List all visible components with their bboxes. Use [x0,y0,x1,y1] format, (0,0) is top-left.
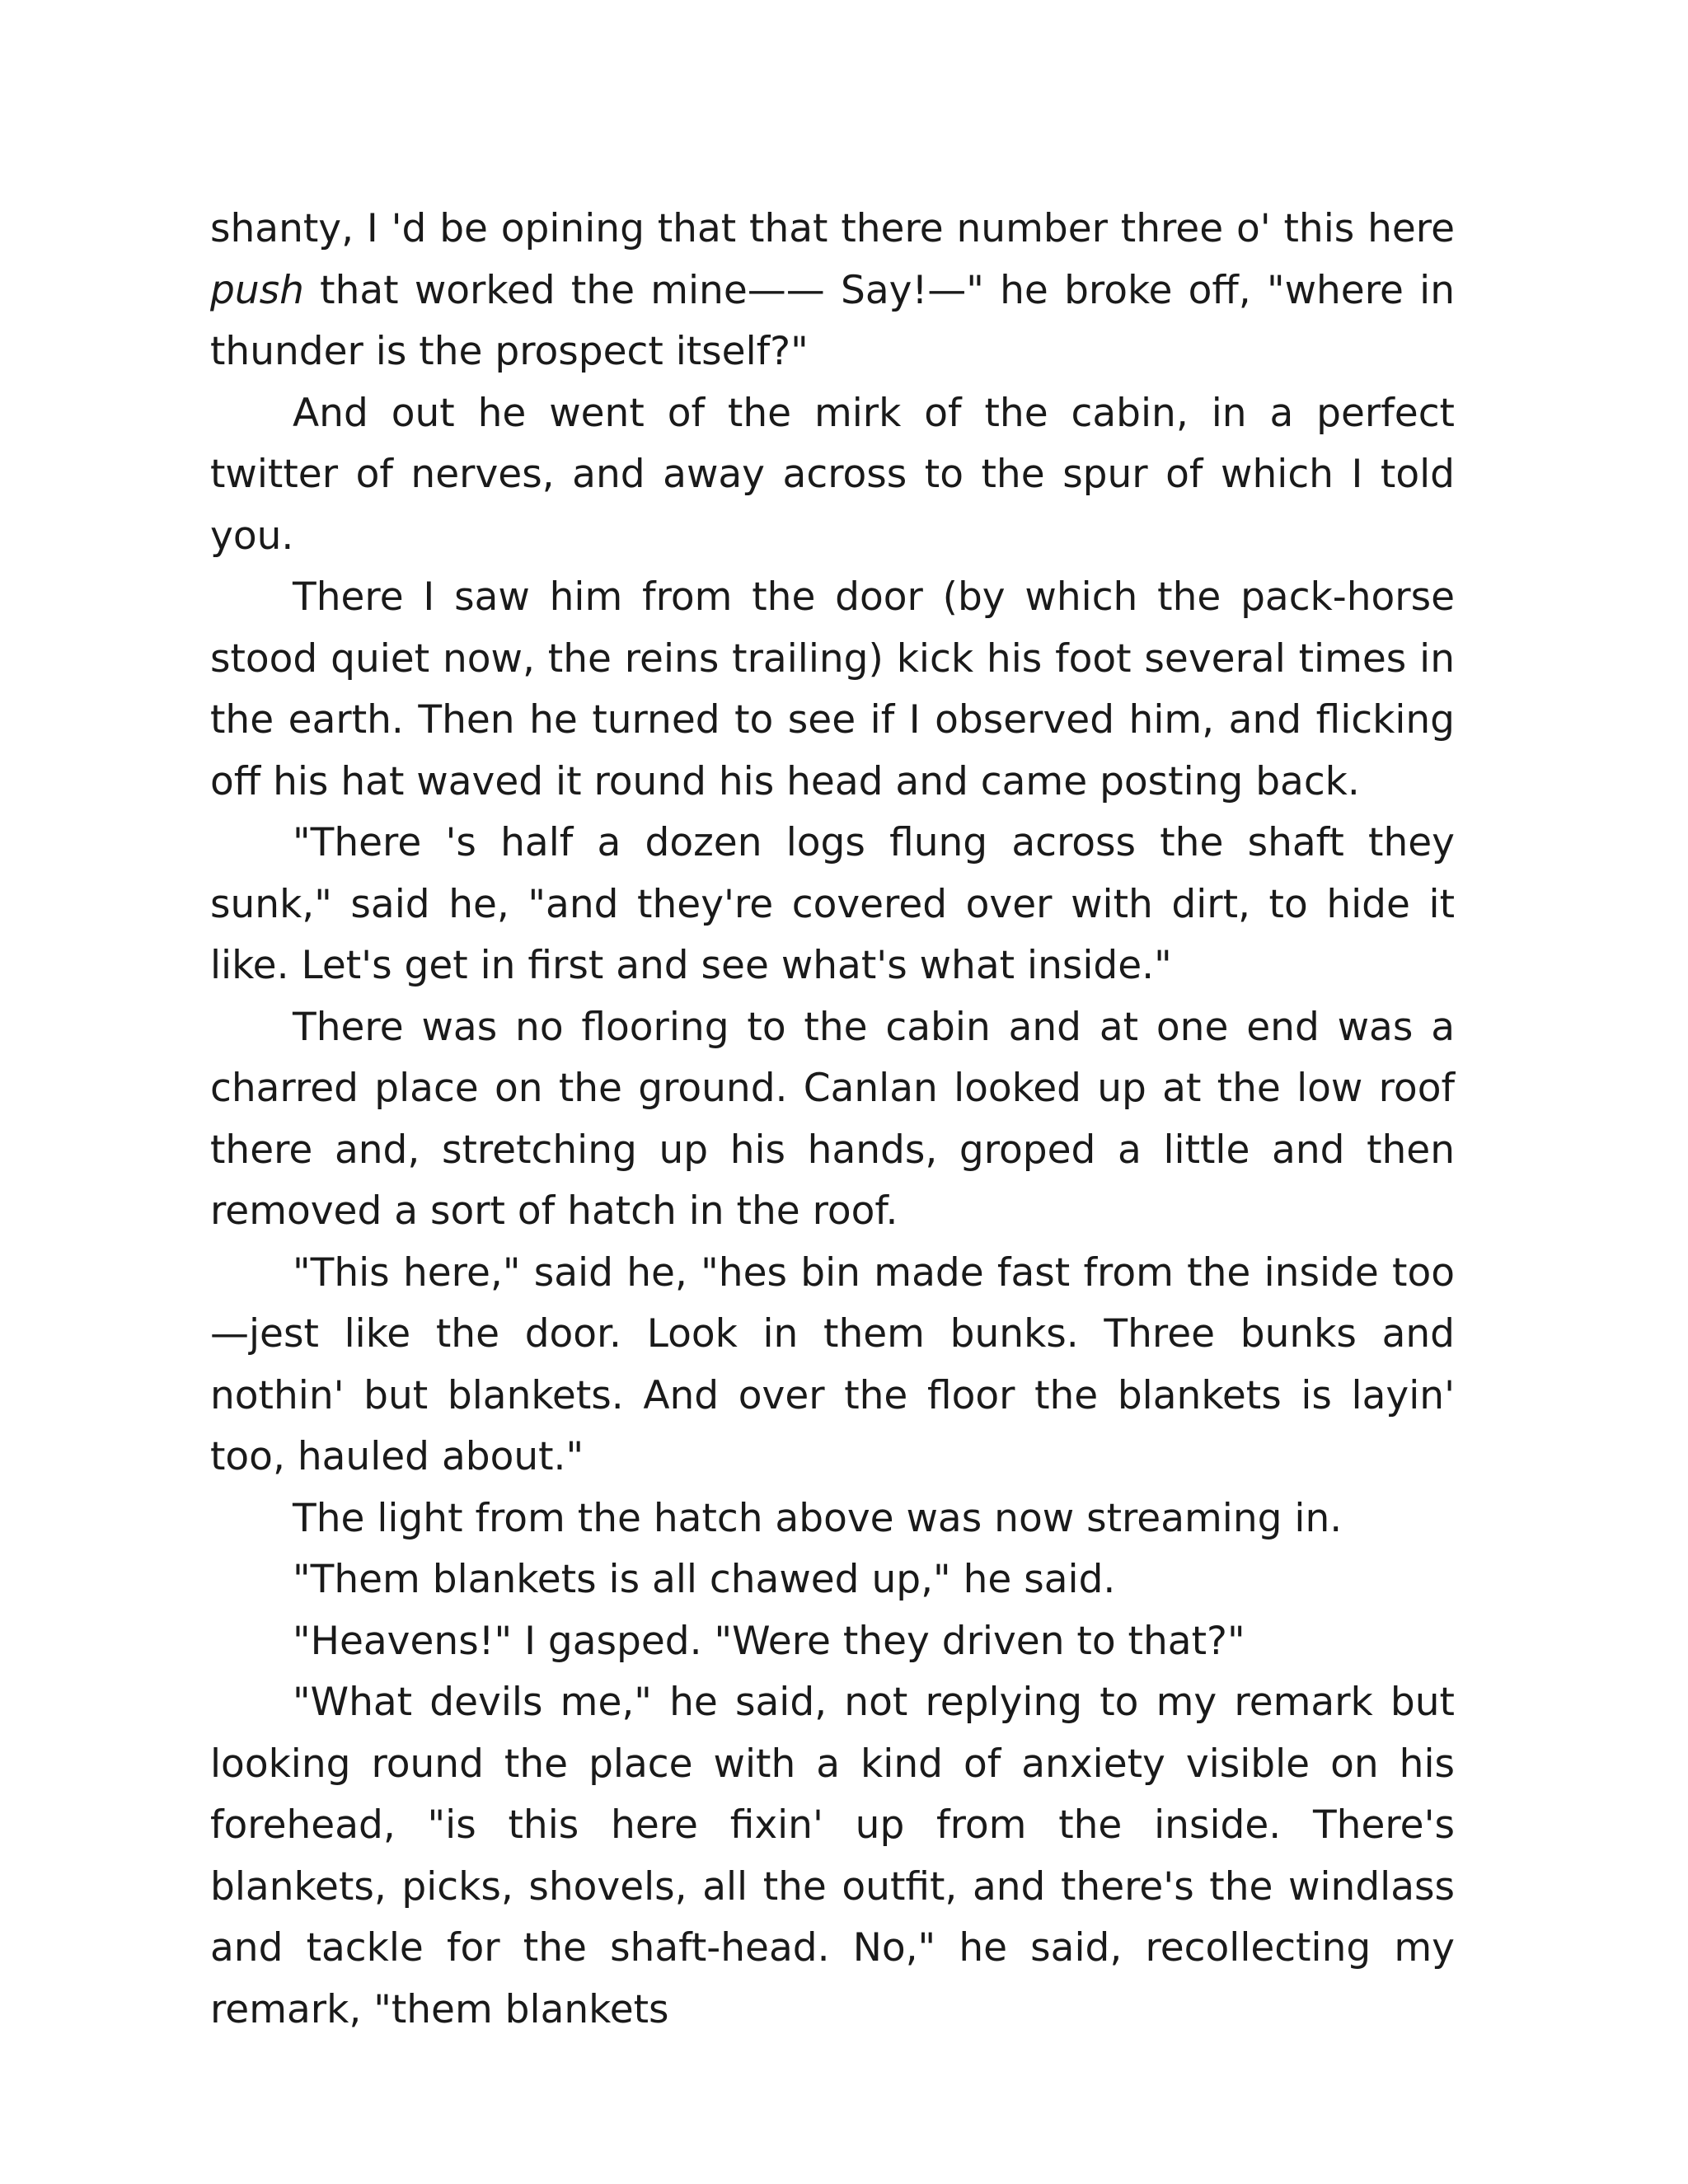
paragraph-1-text-a: shanty, I 'd be opining that that there number three o' this here [210,206,1455,251]
paragraph-9-text: "Heavens!" I gasped. "Were they driven to that?" [293,1618,1245,1664]
paragraph-4 [210,813,1455,997]
paragraph-1 [210,199,1455,383]
paragraph-7-text: The light from the hatch above was now streaming in. [293,1495,1343,1541]
paragraph-10 [210,1672,1455,2041]
paragraph-7 [210,1488,1455,1550]
paragraph-2 [210,383,1455,568]
paragraph-10-text: "What devils me," he said, not replying to my remark but looking round the place with a kind of anxiety visible on his forehead, "is this here fixin' up from the inside. There's blankets, picks, shovels, all the outfit, and there's the windlass and tackle for the shaft-head. No," he said, recollecting my remark, "them blankets [210,1680,1455,2032]
paragraph-4-text: "There 's half a dozen logs flung across the shaft they sunk," said he, "and they're covered over with dirt, to hide it like. Let's get in first and see what's what inside." [210,820,1455,988]
paragraph-6-text: "This here," said he, "hes bin made fast from the inside too—jest like the door. Look in them bunks. Three bunks and nothin' but blankets. And over the floor the blankets is layin' too, hauled about." [210,1249,1455,1479]
page-body [210,199,1455,2041]
paragraph-3 [210,567,1455,813]
paragraph-5 [210,997,1455,1243]
paragraph-2-text: And out he went of the mirk of the cabin, in a perfect twitter of nerves, and away across to the spur of which I told you. [210,390,1455,559]
paragraph-6 [210,1243,1455,1488]
paragraph-8-text: "Them blankets is all chawed up," he said. [293,1557,1116,1602]
paragraph-9 [210,1611,1455,1673]
paragraph-3-text: There I saw him from the door (by which the pack-horse stood quiet now, the reins trailing) kick his foot several times in the earth. Then he turned to see if I observed him, and flicking off his hat waved it round his head and came posting back. [210,574,1455,804]
paragraph-1-italic-push: push [210,267,304,313]
paragraph-8 [210,1549,1455,1611]
paragraph-5-text: There was no flooring to the cabin and at one end was a charred place on the ground. Canlan looked up at the low roof there and, stretching up his hands, groped a little and then removed a sort of hatch in the roof. [210,1004,1455,1234]
paragraph-1-text-b: that worked the mine—— Say!—" he broke off, "where in thunder is the prospect itself?" [210,267,1455,374]
